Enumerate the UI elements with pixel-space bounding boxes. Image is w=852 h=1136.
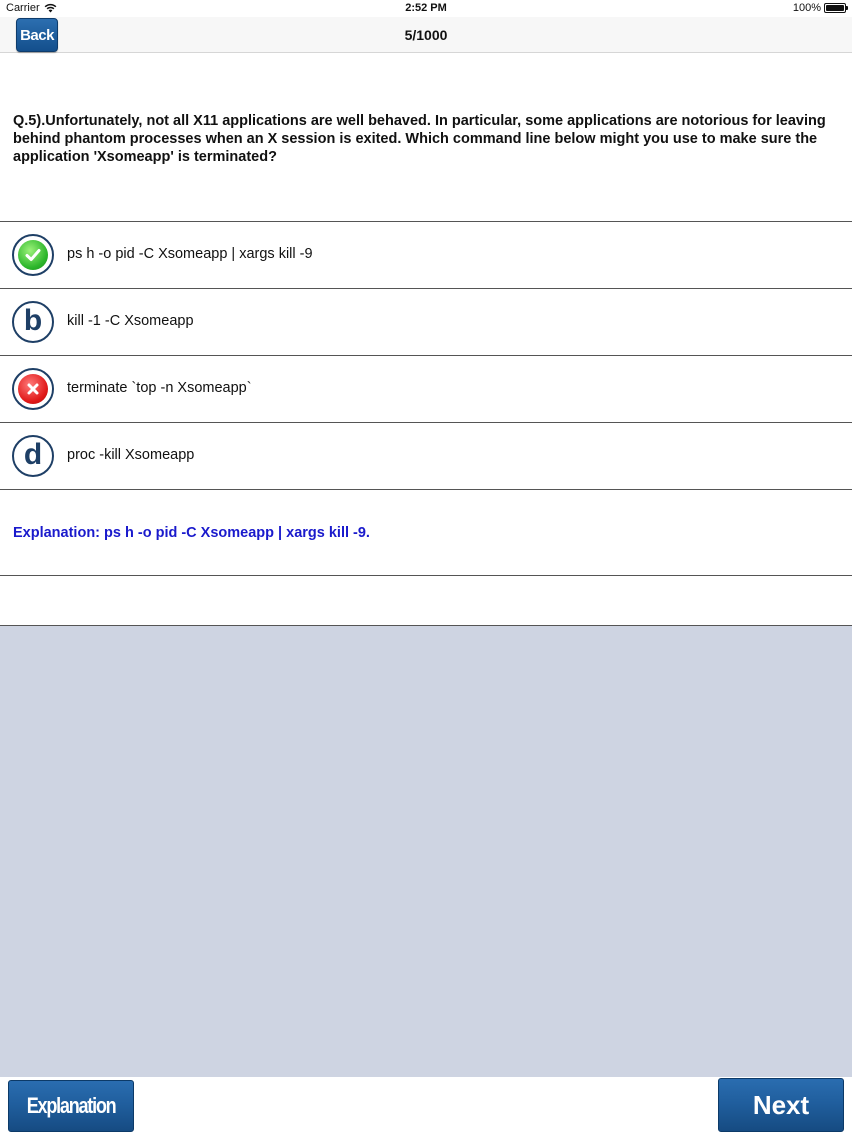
correct-check-icon [12, 234, 54, 276]
answer-text: ps h -o pid -C Xsomeapp | xargs kill -9 [67, 246, 313, 262]
carrier-label: Carrier [6, 2, 40, 14]
question-counter: 5/1000 [404, 27, 448, 43]
answer-option-a[interactable] [0, 222, 852, 288]
next-button[interactable]: Next [718, 1078, 844, 1132]
back-button[interactable]: Back [16, 18, 58, 52]
bottom-toolbar [0, 1077, 852, 1136]
answer-option-c[interactable] [0, 356, 852, 422]
question-text: Q.5).Unfortunately, not all X11 applications are well behaved. In particular, some applications are notorious for leaving behind phantom processes when an X session is exited. Which command line below might you use to make sure the application 'Xsomeapp' is terminated? [13, 113, 826, 165]
battery-icon [824, 3, 846, 13]
answer-text: terminate `top -n Xsomeapp` [67, 380, 252, 396]
explanation-text: Explanation: ps h -o pid -C Xsomeapp | xargs kill -9. [13, 525, 370, 541]
answer-list [0, 221, 852, 490]
divider [0, 575, 852, 576]
explanation-button[interactable] [8, 1080, 134, 1132]
wrong-x-icon [12, 368, 54, 410]
battery-indicator [793, 2, 846, 14]
answer-text: kill -1 -C Xsomeapp [67, 313, 194, 329]
answer-option-b[interactable] [0, 289, 852, 355]
explanation-button-label: Explanation [26, 1093, 116, 1118]
status-time: 2:52 PM [405, 2, 447, 14]
letter-d-icon: d [12, 435, 54, 477]
divider [0, 489, 852, 490]
letter-b-icon: b [12, 301, 54, 343]
empty-content-area [0, 626, 852, 1077]
battery-percent: 100% [792, 2, 821, 14]
answer-text: proc -kill Xsomeapp [67, 447, 195, 463]
nav-bar [0, 17, 852, 53]
status-bar [0, 0, 852, 17]
answer-option-d[interactable] [0, 423, 852, 489]
